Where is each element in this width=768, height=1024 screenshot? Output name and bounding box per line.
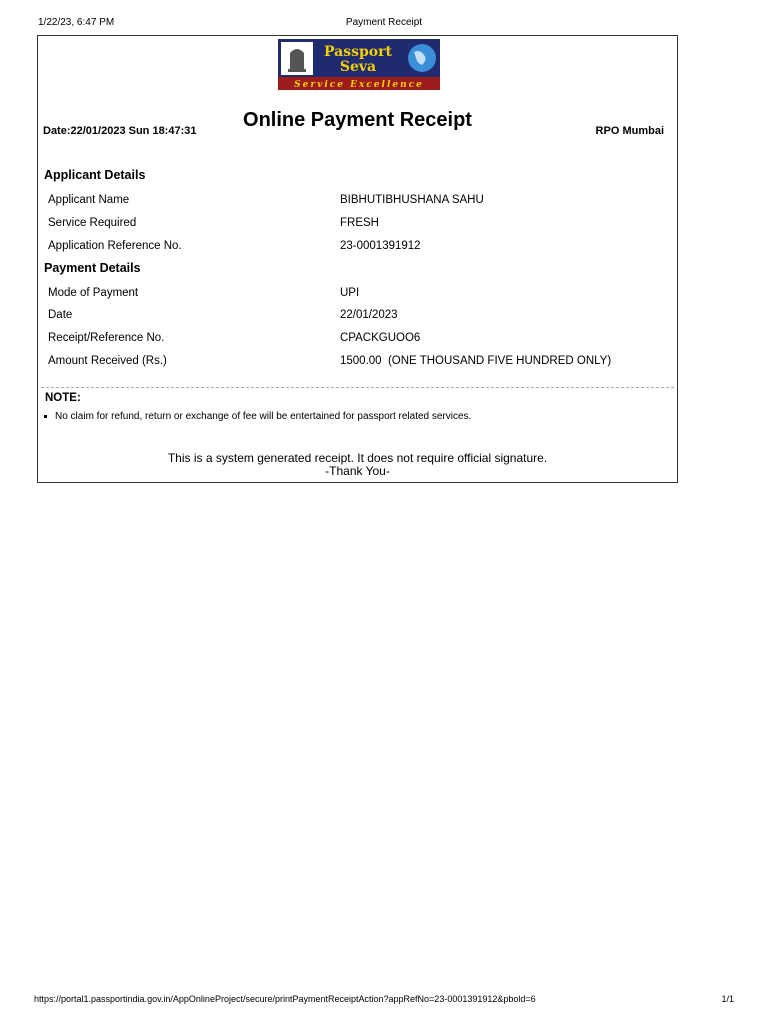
print-url: https://portal1.passportindia.gov.in/AppOnlineProject/secure/printPaymentReceiptAction?appRefNo=23-0001391912&pbold=6 [34,994,536,1004]
detail-label: Applicant Name [48,194,130,206]
detail-value: CPACKGUOO6 [340,332,421,344]
detail-value: 1500.00 (ONE THOUSAND FIVE HUNDRED ONLY) [340,355,612,367]
print-datetime: 1/22/23, 6:47 PM [38,17,115,28]
detail-value: UPI [340,287,360,299]
receipt-box [37,35,678,483]
svg-text:Seva: Seva [339,59,377,75]
note-item [44,411,471,422]
detail-label: Amount Received (Rs.) [48,355,167,367]
note-text: No claim for refund, return or exchange of fee will be entertained for passport related services. [55,411,472,422]
detail-value: 22/01/2023 [340,309,398,321]
print-page-title: Payment Receipt [345,17,423,28]
receipt-title: Online Payment Receipt [243,109,472,131]
passport-seva-logo [278,39,440,90]
payment-details-heading: Payment Details [44,261,141,275]
thank-you-text: -Thank You- [325,464,390,478]
detail-label: Service Required [48,217,137,229]
receipt-date: Date:22/01/2023 Sun 18:47:31 [43,125,197,137]
detail-label: Application Reference No. [48,240,182,252]
detail-value: 23-0001391912 [340,240,421,252]
divider [41,387,674,388]
detail-label: Receipt/Reference No. [48,332,165,344]
system-generated-text: This is a system generated receipt. It does not require official signature. [167,451,548,465]
svg-text:Service Excellence: Service Excellence [294,80,424,90]
applicant-details-heading: Applicant Details [44,168,146,182]
detail-value: FRESH [340,217,379,229]
bullet-icon [44,415,47,418]
detail-label: Date [48,309,73,321]
page-number: 1/1 [721,994,734,1004]
svg-text:Passport: Passport [324,44,392,60]
passport-office: RPO Mumbai [595,125,664,137]
note-heading: NOTE: [45,392,81,404]
detail-value: BIBHUTIBHUSHANA SAHU [340,194,484,206]
receipt-footer [38,452,677,478]
detail-label: Mode of Payment [48,287,139,299]
